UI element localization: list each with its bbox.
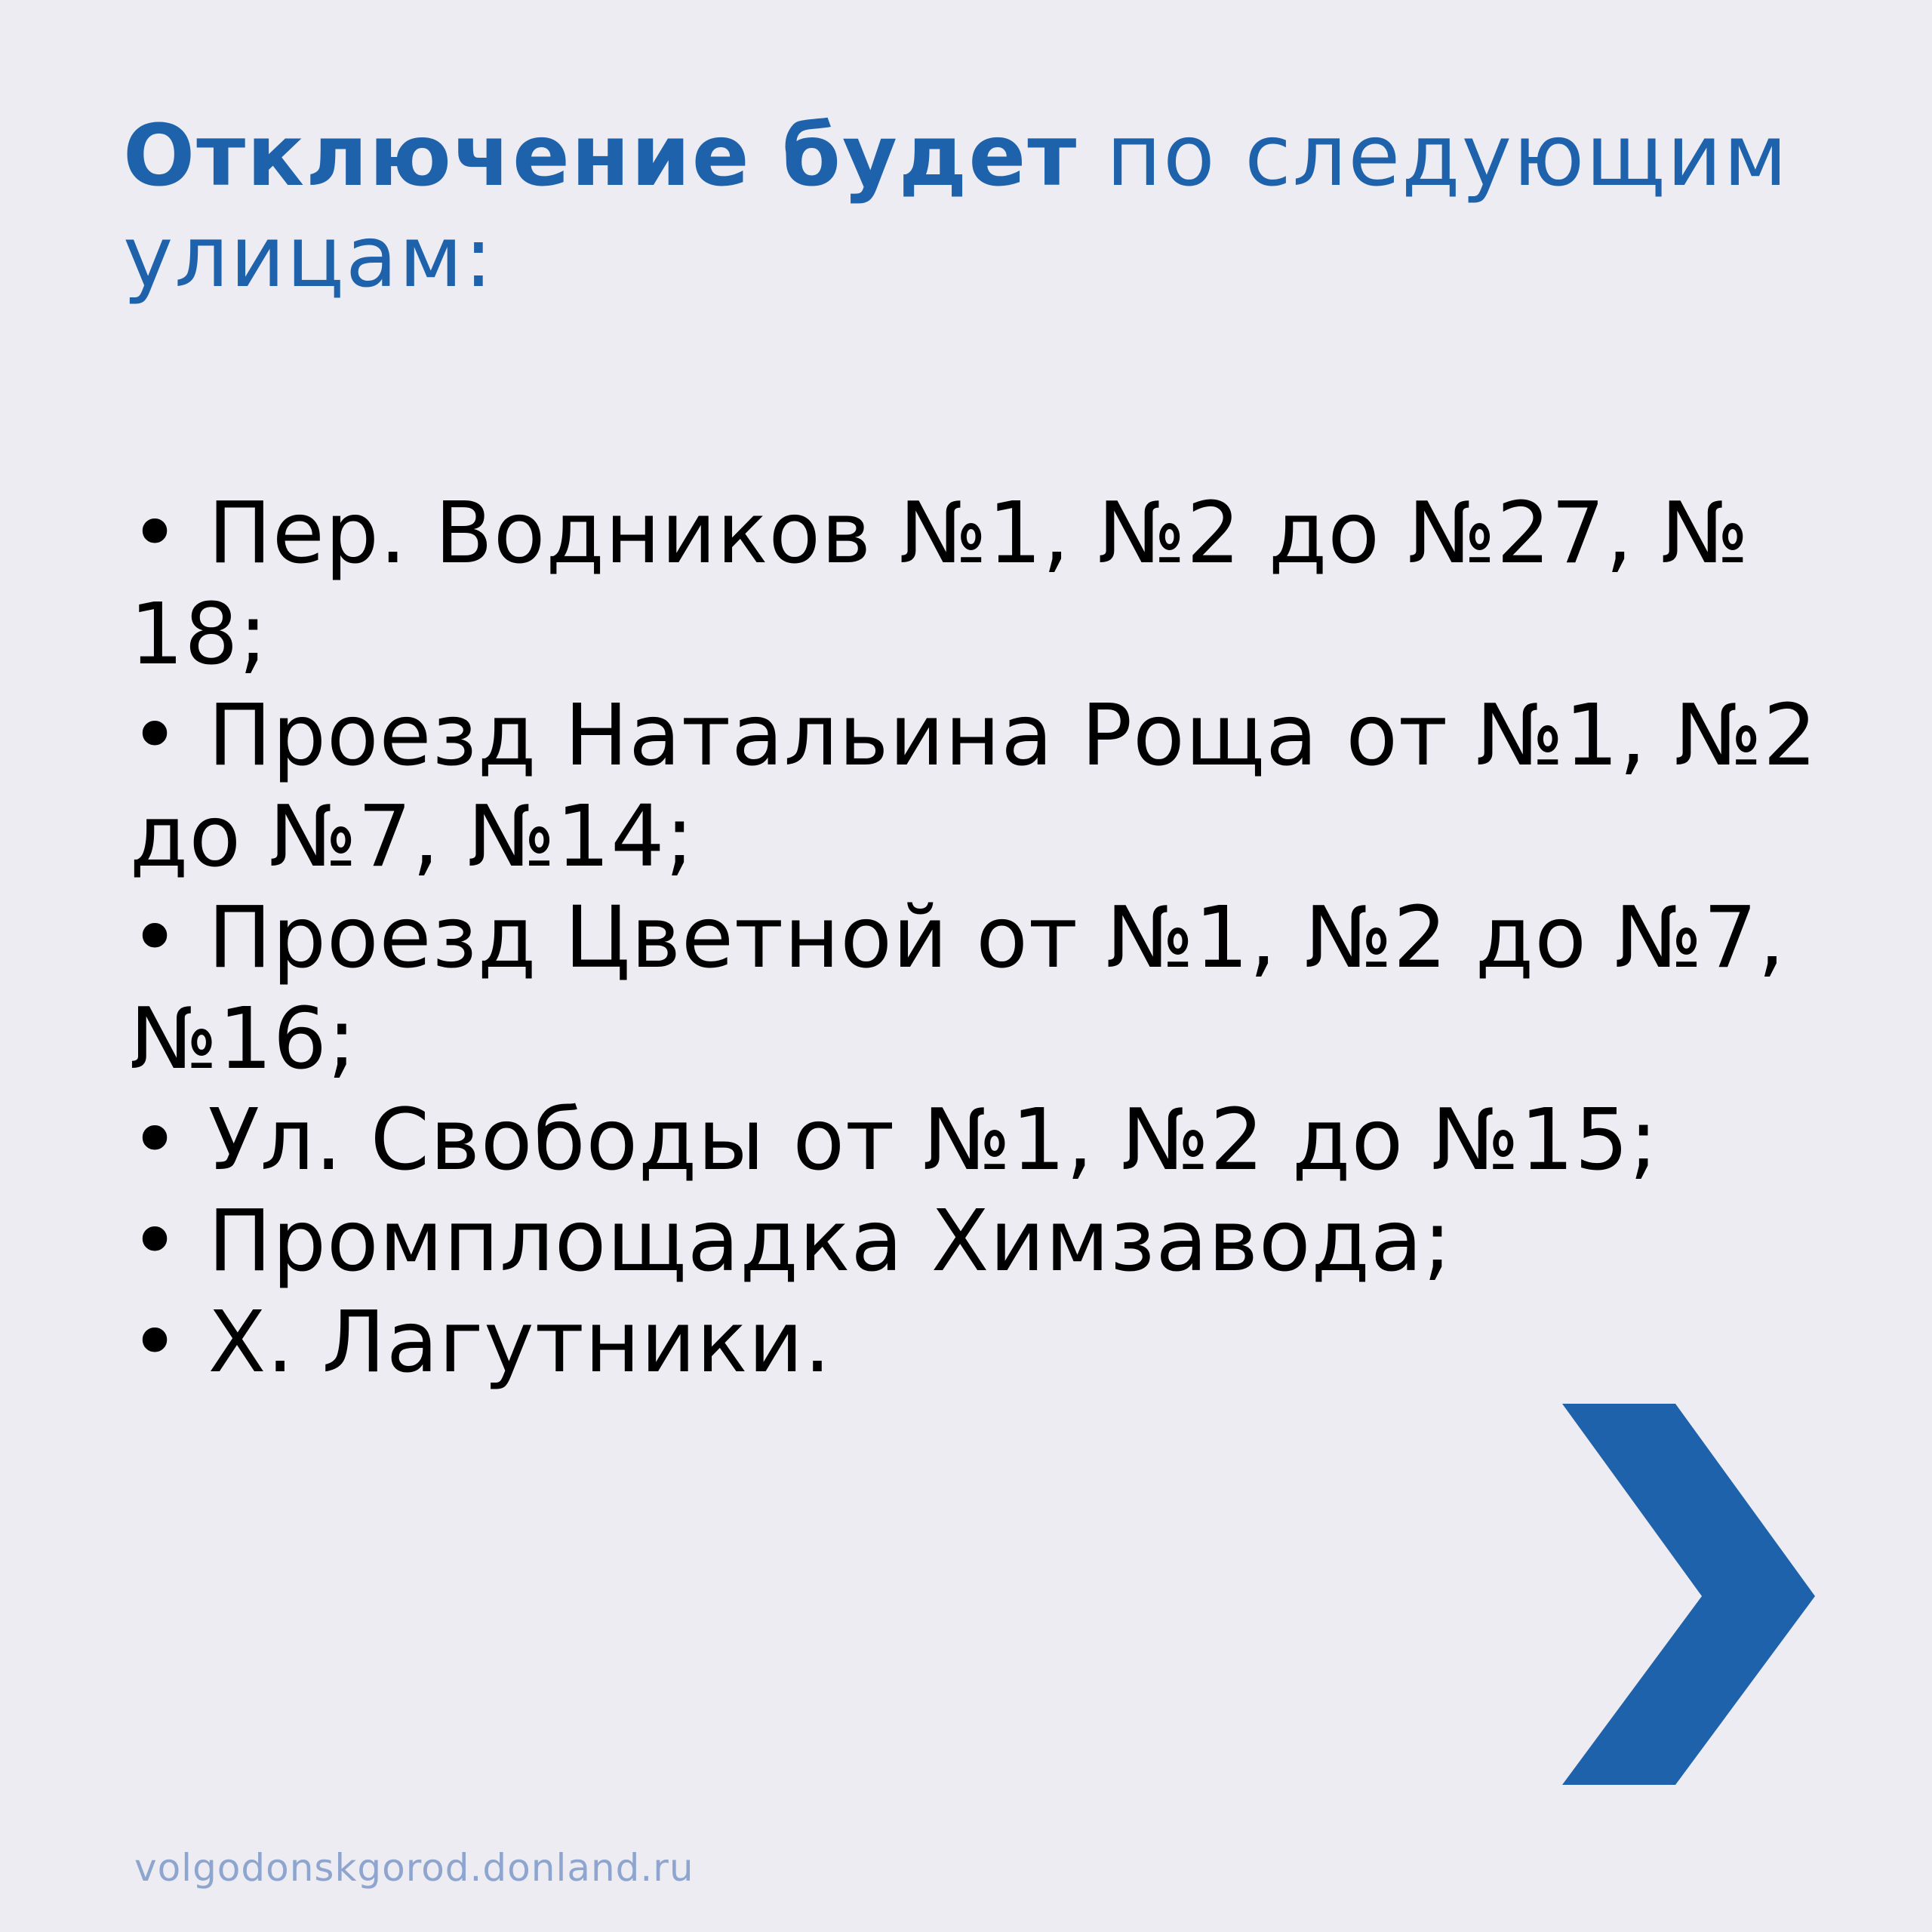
page-title-bold: Отключение будет xyxy=(123,107,1078,205)
list-item: • Ул. Свободы от №1, №2 до №15; xyxy=(130,1091,1659,1189)
street-list xyxy=(130,483,1835,1393)
next-slide-button[interactable] xyxy=(1562,1404,1819,1789)
list-item: • Промплощадка Химзавода; xyxy=(130,1192,1453,1291)
page-title-regular: по следующим улицам: xyxy=(123,107,1789,306)
page-title xyxy=(123,106,1821,308)
footer-url: volgodonskgorod.donland.ru xyxy=(134,1846,694,1890)
list-item: • Х. Лагутники. xyxy=(130,1294,832,1392)
list-item: • Проезд Цветной от №1, №2 до №7, №16; xyxy=(130,889,1786,1088)
chevron-right-icon xyxy=(1562,1404,1819,1789)
list-item: • Пер. Водников №1, №2 до №27, № 18; xyxy=(130,485,1750,684)
list-item: • Проезд Натальина Роща от №1, №2 до №7, №14; xyxy=(130,687,1818,886)
